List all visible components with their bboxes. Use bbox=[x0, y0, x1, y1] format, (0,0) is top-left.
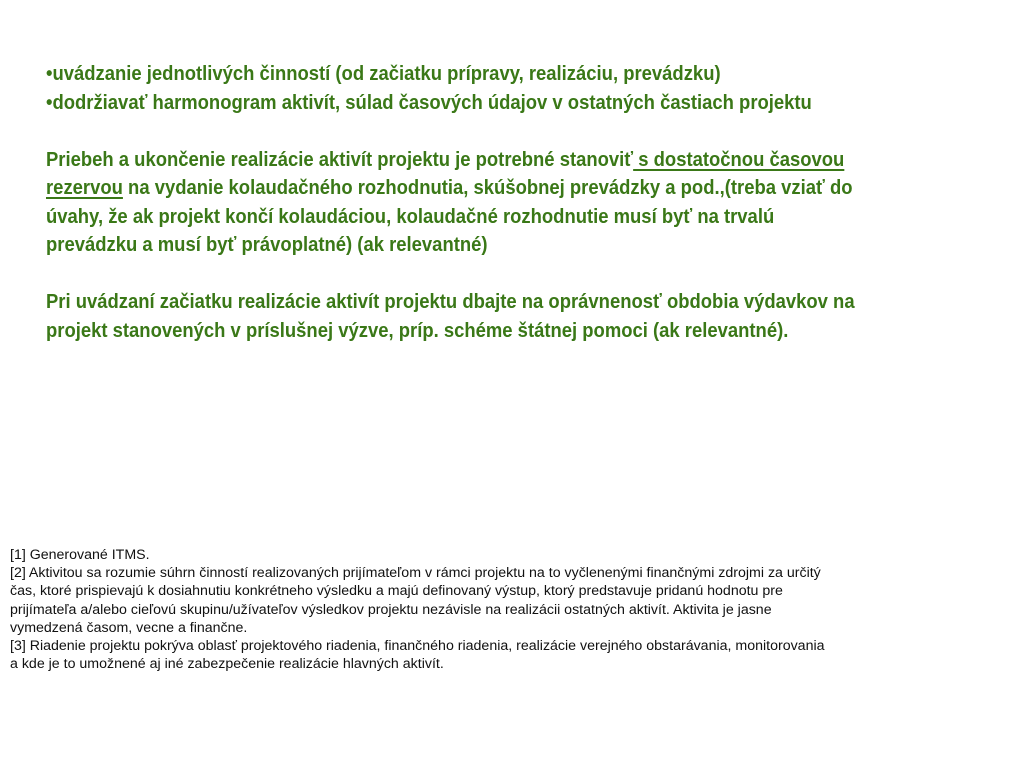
paragraph-2-line: projekt stanovených v príslušnej výzve, príp. schéme štátnej pomoci (ak relevantné). bbox=[46, 318, 789, 342]
paragraph-1-line bbox=[46, 146, 883, 175]
footnote-line: [2] Aktivitou sa rozumie súhrn činností realizovaných prijímateľom v rámci projektu na to vyčlenenými finančnými zdrojmi za určitý bbox=[10, 565, 821, 582]
bullet-item: •dodržiavať harmonogram aktivít, súlad časových údajov v ostatných častiach projektu bbox=[46, 90, 812, 114]
paragraph-2-line: Pri uvádzaní začiatku realizácie aktivít projektu dbajte na oprávnenosť obdobia výdavkov na bbox=[46, 290, 855, 313]
paragraph-1-text: Priebeh a ukončenie realizácie aktivít projektu je potrebné stanoviť bbox=[46, 147, 634, 171]
bullet-item: •uvádzanie jednotlivých činností (od začiatku prípravy, realizáciu, prevádzku) bbox=[46, 62, 721, 85]
main-text-block bbox=[46, 60, 883, 345]
footnote-line: prijímateľa a/alebo cieľovú skupinu/užívateľov výsledkov projektu nezávisle na realizácii ostatných aktivít. Aktivita je jasne bbox=[10, 601, 772, 618]
footnotes bbox=[10, 546, 1014, 673]
footnote-line: [3] Riadenie projektu pokrýva oblasť projektového riadenia, finančného riadenia, realizácie verejného obstarávania, monitorovania bbox=[10, 638, 825, 655]
footnote-line: čas, ktoré prispievajú k dosiahnutiu konkrétneho výsledku a majú definovaný výstup, ktorý predstavuje pridanú hodnotu pre bbox=[10, 583, 783, 600]
underlined-emphasis: rezervou bbox=[46, 176, 123, 199]
footnote-line: vymedzená časom, vecne a finančne. bbox=[10, 619, 248, 636]
paragraph-1-text: na vydanie kolaudačného rozhodnutia, skúšobnej prevádzky a pod.,(treba vziať do bbox=[122, 176, 853, 199]
paragraph-1-line: úvahy, že ak projekt končí kolaudáciou, kolaudačné rozhodnutie musí byť na trvalú bbox=[46, 204, 775, 228]
underlined-emphasis: s dostatočnou časovou bbox=[633, 147, 845, 171]
footnote-line: [1] Generované ITMS. bbox=[10, 547, 150, 563]
paragraph-1-line bbox=[46, 174, 883, 203]
paragraph-1-line: prevádzku a musí byť právoplatné) (ak relevantné) bbox=[46, 233, 488, 256]
footnote-line: a kde je to umožnené aj iné zabezpečenie realizácie hlavných aktivít. bbox=[10, 656, 444, 673]
spacer bbox=[46, 260, 883, 289]
spacer bbox=[46, 117, 883, 146]
